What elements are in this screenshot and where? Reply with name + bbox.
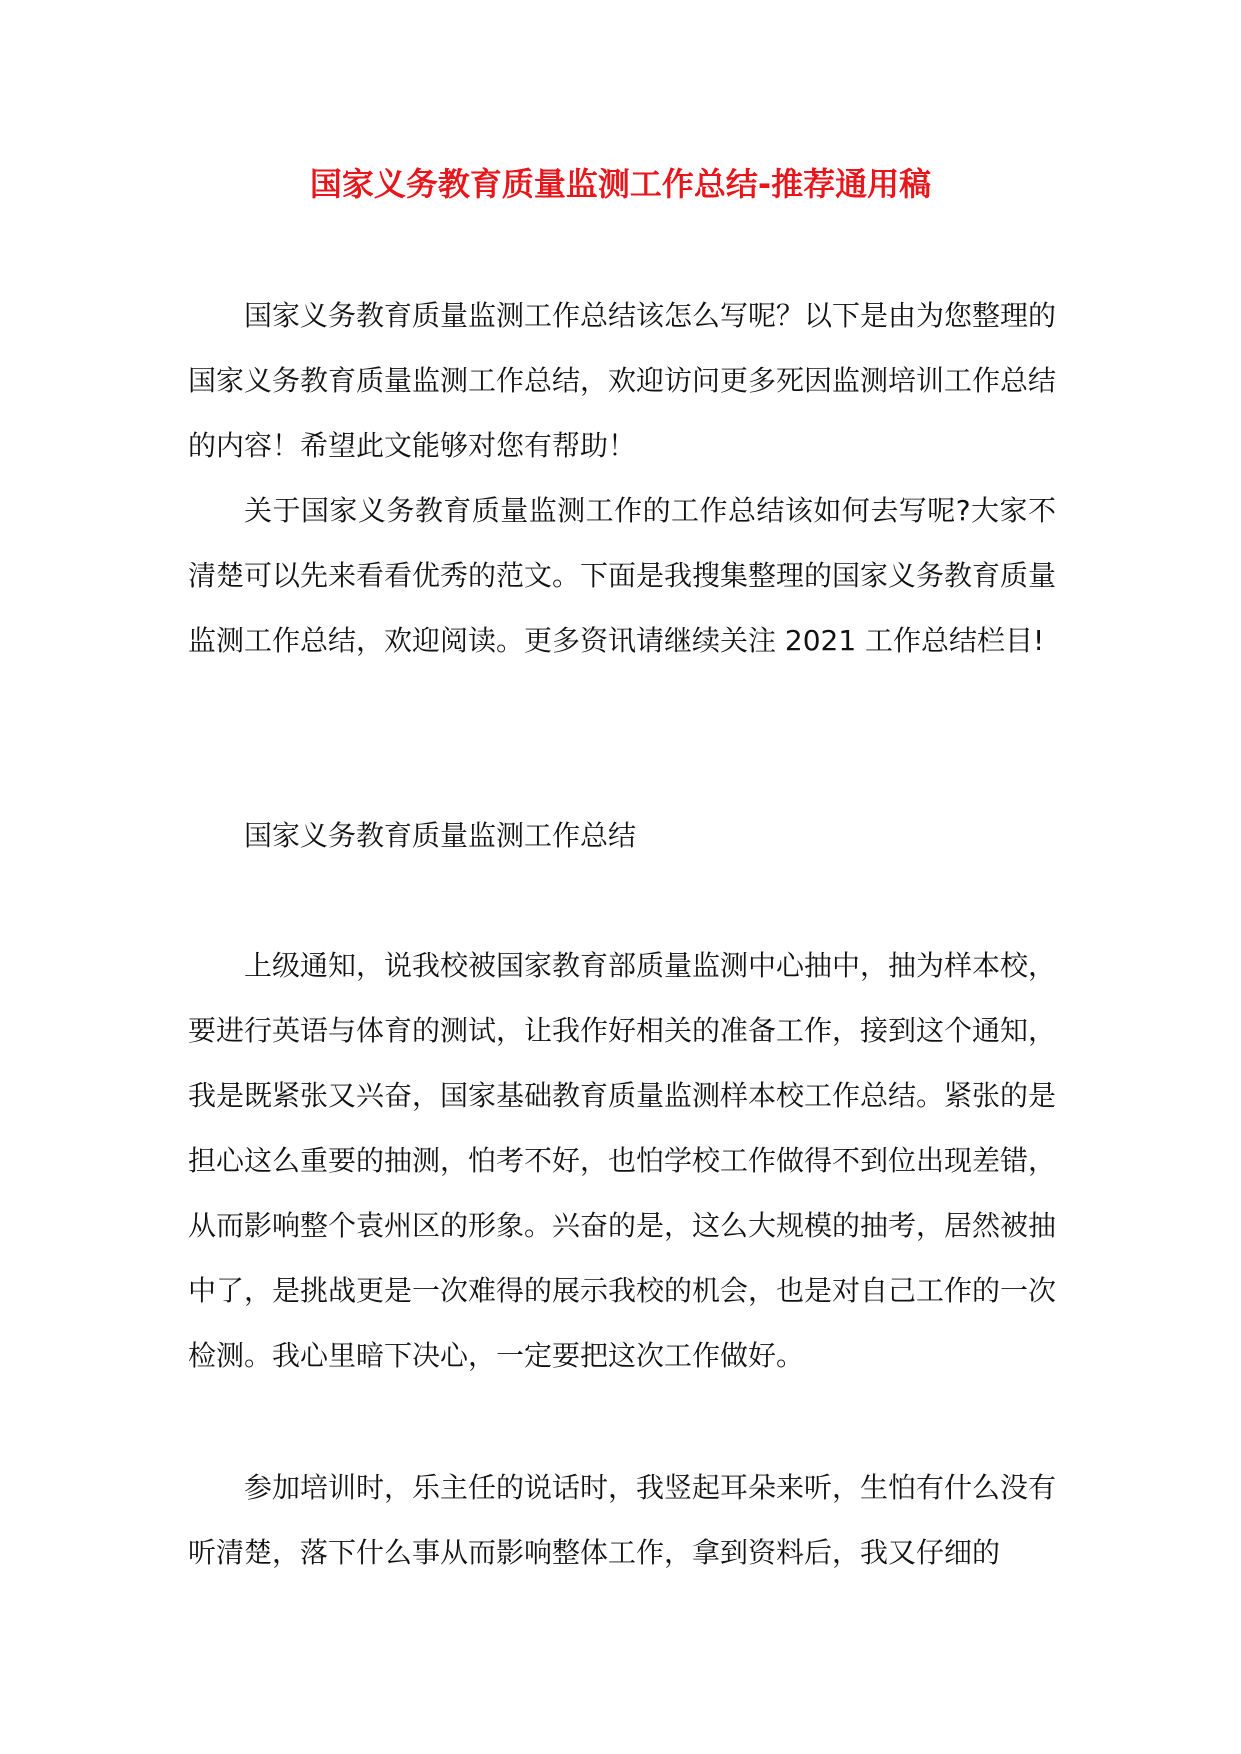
- section-heading: 国家义务教育质量监测工作总结: [244, 819, 637, 852]
- intro-paragraph-2: 关于国家义务教育质量监测工作的工作总结该如何去写呢?大家不清楚可以先来看看优秀的范文。下面是我搜集整理的国家义务教育质量监测工作总结，欢迎阅读。更多资讯请继续关注 2021 工作总结栏目!: [188, 494, 1057, 657]
- body-paragraph-2: 参加培训时，乐主任的说话时，我竖起耳朵来听，生怕有什么没有听清楚，落下什么事从而影响整体工作，拿到资料后，我又仔细的: [188, 1471, 1057, 1569]
- intro-paragraph: 国家义务教育质量监测工作总结该怎么写呢？以下是由为您整理的国家义务教育质量监测工作总结，欢迎访问更多死因监测培训工作总结的内容！希望此文能够对您有帮助！: [188, 299, 1057, 462]
- document-title: 国家义务教育质量监测工作总结-推荐通用稿: [309, 165, 932, 203]
- body-paragraph: 上级通知，说我校被国家教育部质量监测中心抽中，抽为样本校，要进行英语与体育的测试，让我作好相关的准备工作，接到这个通知，我是既紧张又兴奋，国家基础教育质量监测样本校工作总结。紧张的是担心这么重要的抽测，怕考不好，也怕学校工作做得不到位出现差错，从而影响整个袁州区的形象。兴奋的是，这么大规模的抽考，居然被抽中了，是挑战更是一次难得的展示我校的机会，也是对自己工作的一次检测。我心里暗下决心，一定要把这次工作做好。: [188, 949, 1057, 1372]
